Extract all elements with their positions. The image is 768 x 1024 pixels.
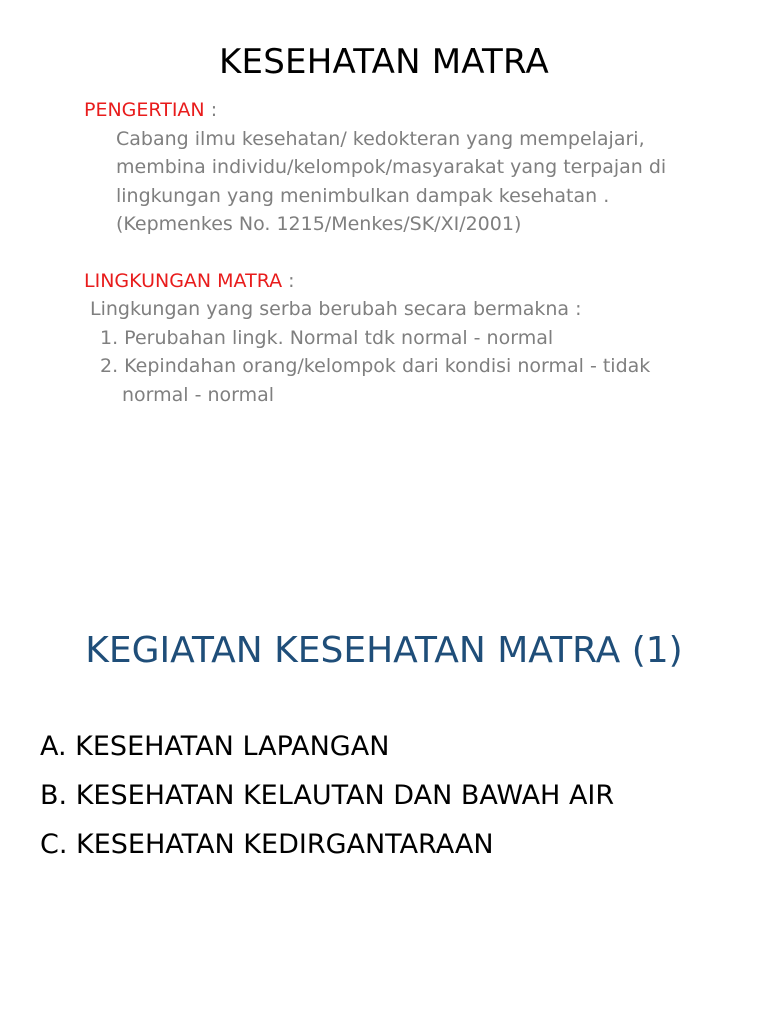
lingkungan-term: LINGKUNGAN MATRA bbox=[84, 269, 283, 292]
slide-kegiatan-kesehatan-matra bbox=[0, 512, 768, 1024]
paragraph-gap bbox=[84, 239, 734, 267]
slide-1-title: KESEHATAN MATRA bbox=[219, 42, 549, 82]
pengertian-line-3: lingkungan yang menimbulkan dampak kesehatan . bbox=[116, 184, 610, 207]
lingkungan-item-1: 1. Perubahan lingk. Normal tdk normal - normal bbox=[100, 326, 554, 349]
lingkungan-colon: : bbox=[282, 269, 295, 292]
pengertian-definition bbox=[84, 125, 734, 239]
kegiatan-item-a: A. KESEHATAN LAPANGAN bbox=[40, 731, 390, 762]
pengertian-line-2: membina individu/kelompok/masyarakat yang terpajan di bbox=[116, 156, 667, 178]
pengertian-heading bbox=[84, 96, 734, 125]
lingkungan-item-2: 2. Kepindahan orang/kelompok dari kondisi normal - tidak bbox=[100, 355, 651, 377]
pengertian-line-1: Cabang ilmu kesehatan/ kedokteran yang mempelajari, bbox=[116, 127, 645, 150]
kegiatan-item-b: B. KESEHATAN KELAUTAN DAN BAWAH AIR bbox=[40, 780, 615, 811]
slide-1-content bbox=[84, 96, 734, 409]
lingkungan-heading bbox=[84, 267, 734, 296]
slide-2-title: KEGIATAN KESEHATAN MATRA (1) bbox=[85, 630, 683, 671]
kegiatan-list bbox=[40, 722, 614, 869]
pengertian-term: PENGERTIAN bbox=[84, 99, 205, 121]
lingkungan-definition: Lingkungan yang serba berubah secara bermakna : bbox=[90, 298, 582, 320]
kegiatan-item-c: C. KESEHATAN KEDIRGANTARAAN bbox=[40, 829, 494, 860]
lingkungan-item-2-continuation: normal - normal bbox=[122, 383, 275, 406]
pengertian-line-4: (Kepmenkes No. 1215/Menkes/SK/XI/2001) bbox=[116, 213, 522, 235]
pengertian-colon: : bbox=[204, 99, 218, 121]
